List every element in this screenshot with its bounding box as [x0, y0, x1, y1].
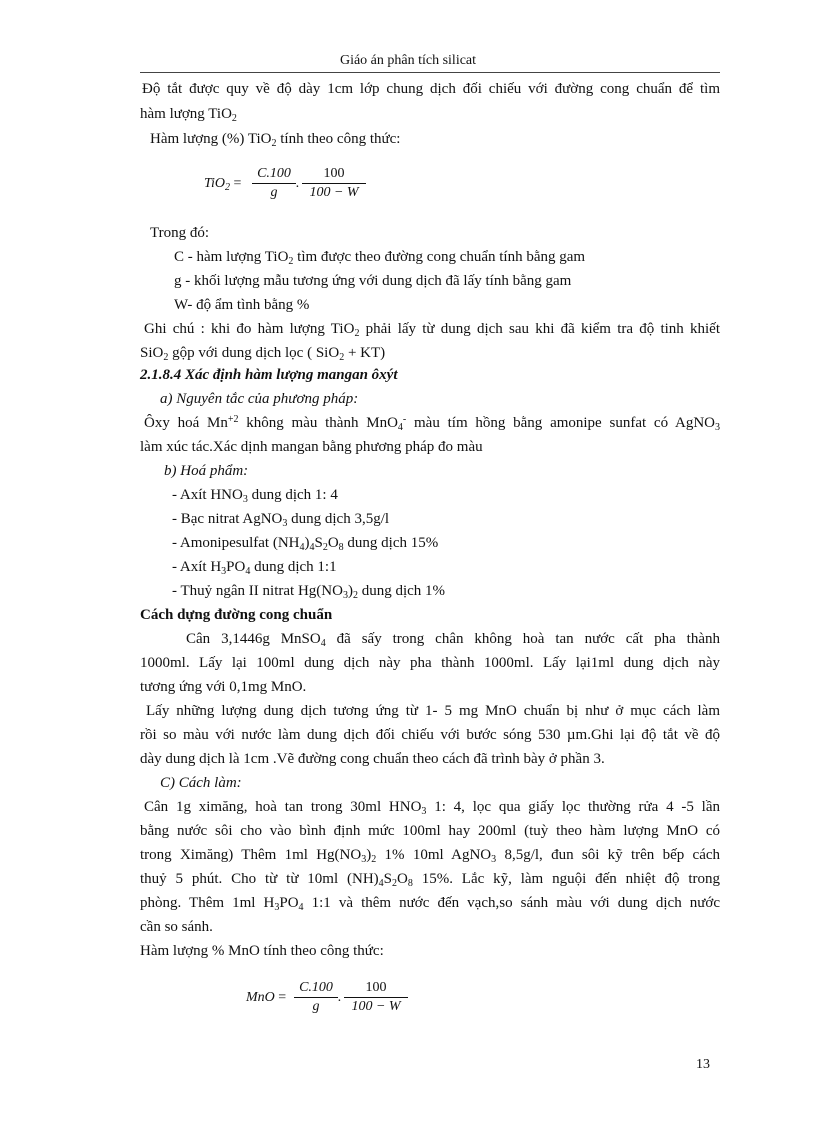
procedure-title: C) Cách làm: — [160, 775, 242, 791]
tio2-paragraph-line-2: hàm lượng TiO$_2$ — [140, 106, 237, 124]
header-rule — [140, 72, 720, 73]
note-line-1: Ghi chú : khi đo hàm lượng TiO$_2$ phải lấy từ dung dịch sau khi đã kiểm tra độ tinh khiết — [144, 321, 720, 339]
tio2-formula-lhs: TiO$_2$ = — [204, 176, 242, 193]
calibration-line-1: Cân 3,1446g MnSO$_4$ đã sấy trong chân không hoà tan nước cất pha thành — [186, 631, 720, 649]
procedure-line-6: cần so sánh. — [140, 919, 213, 935]
mno-formula-lhs: MnO = — [246, 990, 287, 1005]
principle-line-2: làm xúc tác.Xác dịnh mangan bằng phương pháp đo màu — [140, 439, 483, 455]
definition-w: W- độ ẩm tình bằng % — [174, 297, 310, 313]
procedure-line-2: bằng nước sôi cho vào bình định mức 100ml hay 200ml (tuỳ theo hàm lượng MnO có — [140, 823, 720, 839]
subsection-b-title: b) Hoá phẩm: — [164, 463, 249, 479]
reagent-item-2: - Bạc nitrat AgNO$_3$ dung dịch 3,5g/l — [172, 511, 390, 529]
definition-g: g - khối lượng mẫu tương ứng với dung dịch đã lấy tính bằng gam — [174, 273, 572, 289]
principle-line-1: Ôxy hoá $Mn^{+2}$ không màu thành MnO$_4$- màu tím hồng bằng amonipe sunfat có AgNO$_3$ — [144, 414, 721, 433]
calibration-line-2: 1000ml. Lấy lại 100ml dung dịch này pha thành 1000ml. Lấy lại1ml dung dịch này — [140, 655, 720, 671]
mno-formula-dot: . — [338, 990, 342, 1005]
tio2-fraction-1: C.100 g — [252, 165, 296, 202]
where-label: Trong đó: — [150, 225, 210, 241]
calibration-line-5: rồi so màu với nước làm dung dịch đối chiếu với bước sóng 530 µm.Ghi lại độ tắt về độ — [140, 727, 720, 743]
calibration-title: Cách dựng đường cong chuẩn — [140, 607, 333, 623]
mno-fraction-1: C.100 g — [294, 979, 338, 1016]
reagent-item-1: - Axít $HNO_3$ dung dịch 1: 4 — [172, 487, 338, 505]
procedure-line-4: thuỷ 5 phút. Cho từ từ 10ml $(NH)_4S_2O_8$ 15%. Lắc kỹ, làm nguội đến nhiệt độ trong — [140, 871, 720, 889]
page-header: Giáo án phân tích silicat — [339, 53, 477, 68]
tio2-paragraph-line-1: Độ tắt được quy về độ dày 1cm lớp chung dịch đối chiếu với đường cong chuẩn để tìm — [142, 81, 720, 97]
mno-formula-intro: Hàm lượng % MnO tính theo công thức: — [140, 943, 384, 959]
calibration-line-3: tương ứng với 0,1mg MnO. — [140, 679, 307, 695]
reagent-item-5: - Thuỷ ngân II nitrat $Hg(NO_3)_2$ dung dịch 1% — [172, 583, 446, 601]
note-line-2: SiO$_2$ gộp với dung dịch lọc ( SiO$_2$ + KT) — [140, 345, 386, 363]
calibration-line-4: Lấy những lượng dung dịch tương ứng từ 1- 5 mg MnO chuẩn bị như ở mục cách làm — [146, 703, 720, 719]
reagent-item-4: - Axít $H_3PO_4$ dung dịch 1:1 — [172, 559, 337, 577]
tio2-formula-dot: . — [296, 176, 300, 191]
definition-c: C - hàm lượng TiO$_2$ tìm được theo đường cong chuẩn tính bằng gam — [174, 249, 586, 267]
tio2-formula-intro: Hàm lượng (%) TiO$_2$ tính theo công thức: — [150, 131, 401, 149]
page-number: 13 — [696, 1057, 710, 1072]
procedure-line-1: Cân 1g ximăng, hoà tan trong 30ml $HNO_3$ 1: 4, lọc qua giấy lọc thường rửa 4 -5 lần — [144, 799, 720, 817]
calibration-line-6: dày dung dịch là 1cm .Vẽ đường cong chuẩn theo cách đã trình bày ở phần 3. — [140, 751, 605, 767]
mno-fraction-2: 100 100 − W — [344, 979, 408, 1016]
section-heading: 2.1.8.4 Xác định hàm lượng mangan ôxýt — [140, 367, 398, 383]
tio2-fraction-2: 100 100 − W — [302, 165, 366, 202]
procedure-line-3: trong Ximăng) Thêm 1ml $Hg(NO_3)_2$ 1% 10ml AgNO$_3$ 8,5g/l, đun sôi kỹ trên bếp cách — [140, 847, 721, 865]
subsection-a-title: a) Nguyên tắc của phương pháp: — [160, 391, 359, 407]
procedure-line-5: phòng. Thêm 1ml $H_3PO_4$ 1:1 và thêm nước đến vạch,so sánh màu với dung dịch nước — [140, 895, 720, 913]
reagent-item-3: - Amonipesulfat $(NH_4)_4S_2O_8$ dung dịch 15% — [172, 535, 439, 553]
